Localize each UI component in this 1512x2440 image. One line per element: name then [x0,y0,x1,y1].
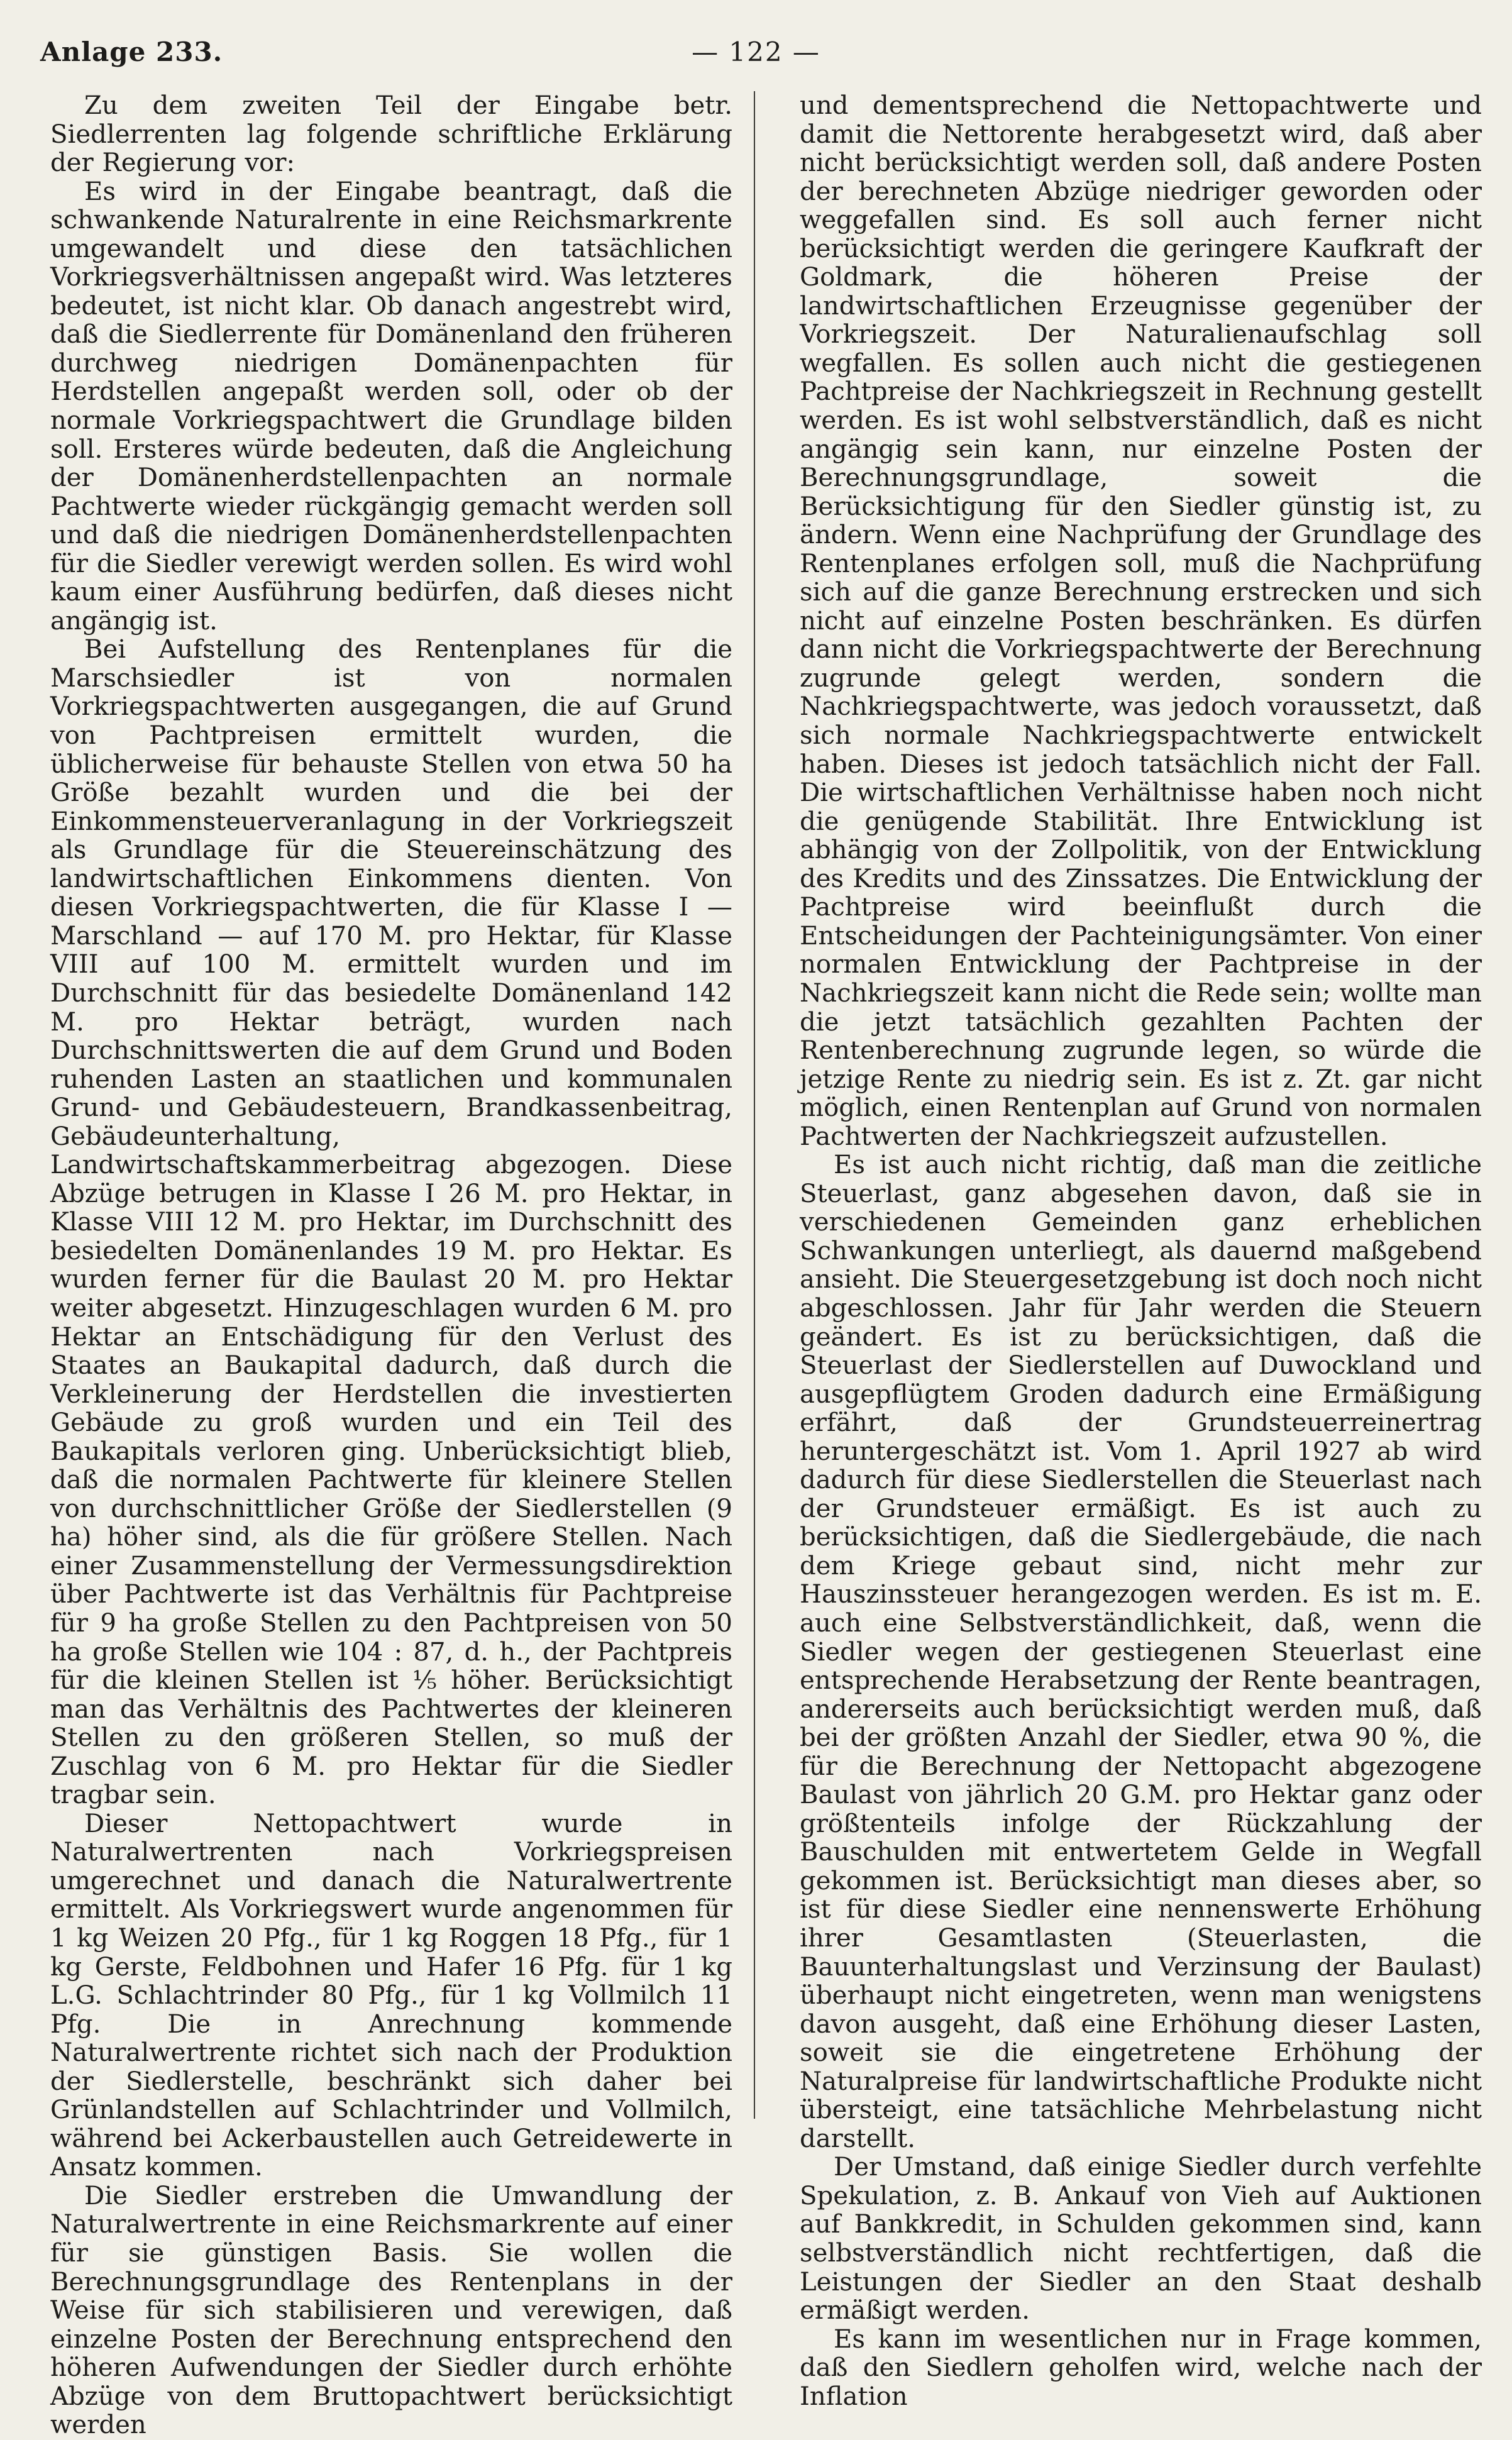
paragraph: Es kann im wesentlichen nur in Frage kommen, daß den Siedlern geholfen wird, welche nach der Inflation [800,2324,1482,2411]
paragraph: Es ist auch nicht richtig, daß man die zeitliche Steuerlast, ganz abgesehen davon, daß sie in verschiedenen Gemeinden ganz erheblichen Schwankungen unterliegt, als dauernd maßgebend ansieht. Die Steuergesetzgebung ist doch noch nicht abgeschlossen. Jahr für Jahr werden die Steuern geändert. Es ist zu berücksichtigen, daß die Steuerlast der Siedlerstellen auf Duwockland und ausgepflügtem Groden dadurch eine Ermäßigung erfährt, daß der Grundsteuerreinertrag heruntergeschätzt ist. Vom 1. April 1927 ab wird dadurch für diese Siedlerstellen die Steuerlast nach der Grundsteuer ermäßigt. Es ist auch zu berücksichtigen, daß die Siedlergebäude, die nach dem Kriege gebaut sind, nicht mehr zur Hauszinssteuer herangezogen werden. Es ist m. E. auch eine Selbstverständlichkeit, daß, wenn die Siedler wegen der gestiegenen Steuerlast eine entsprechende Herabsetzung der Rente beantragen, andererseits auch berücksichtigt werden muß, daß bei der größten Anzahl der Siedler, etwa 90 %, die für die Berechnung der Nettopacht abgezogene Baulast von jährlich 20 G.M. pro Hektar ganz oder größtenteils infolge der Rückzahlung der Bauschulden mit entwertetem Gelde in Wegfall gekommen ist. Berücksichtigt man dieses aber, so ist für diese Siedler eine nennenswerte Erhöhung ihrer Gesamtlasten (Steuerlasten, die Bauunterhaltungslast und Verzinsung der Baulast) überhaupt nicht eingetreten, wenn man wenigstens davon ausgeht, daß eine Erhöhung dieser Lasten, soweit sie die eingetretene Erhöhung der Naturalpreise für landwirtschaftliche Produkte nicht übersteigt, eine tatsächliche Mehrbelastung nicht darstellt. [800,1151,1482,2153]
left-column [50,92,732,2440]
page-number: — 122 — [692,36,820,67]
paragraph: Bei Aufstellung des Rentenplanes für die Marschsiedler ist von normalen Vorkriegspachtwerten ausgegangen, die auf Grund von Pachtpreisen ermittelt wurden, die üblicherweise für behauste Stellen von etwa 50 ha Größe bezahlt wurden und die bei der Einkommensteuerveranlagung in der Vorkriegszeit als Grundlage für die Steuereinschätzung des landwirtschaftlichen Einkommens dienten. Von diesen Vorkriegspachtwerten, die für Klasse I — Marschland — auf 170 M. pro Hektar, für Klasse VIII auf 100 M. ermittelt wurden und im Durchschnitt für das besiedelte Domänenland 142 M. pro Hektar beträgt, wurden nach Durchschnittswerten die auf dem Grund und Boden ruhenden Lasten an staatlichen und kommunalen Grund- und Gebäudesteuern, Brandkassenbeitrag, Gebäudeunterhaltung, Landwirtschaftskammerbeitrag abgezogen. Diese Abzüge betrugen in Klasse I 26 M. pro Hektar, in Klasse VIII 12 M. pro Hektar, im Durchschnitt des besiedelten Domänenlandes 19 M. pro Hektar. Es wurden ferner für die Baulast 20 M. pro Hektar weiter abgesetzt. Hinzugeschlagen wurden 6 M. pro Hektar an Entschädigung für den Verlust des Staates an Baukapital dadurch, daß durch die Verkleinerung der Herdstellen die investierten Gebäude zu groß wurden und ein Teil des Baukapitals verloren ging. Unberücksichtigt blieb, daß die normalen Pachtwerte für kleinere Stellen von durchschnittlicher Größe der Siedlerstellen (9 ha) höher sind, als die für größere Stellen. Nach einer Zusammenstellung der Vermessungsdirektion über Pachtwerte ist das Verhältnis für Pachtpreise für 9 ha große Stellen zu den Pachtpreisen von 50 ha große Stellen wie 104 : 87, d. h., der Pachtpreis für die kleinen Stellen ist ⅕ höher. Berücksichtigt man das Verhältnis des Pachtwertes der kleineren Stellen zu den größeren Stellen, so muß der Zuschlag von 6 M. pro Hektar für die Siedler tragbar sein. [50,635,732,1810]
paragraph: Der Umstand, daß einige Siedler durch verfehlte Spekulation, z. B. Ankauf von Vieh auf Auktionen auf Bankkredit, in Schulden gekommen sind, kann selbstverständlich nicht rechtfertigen, daß die Leistungen der Siedler an den Staat deshalb ermäßigt werden. [800,2153,1482,2326]
right-column [800,92,1482,2411]
annex-label: Anlage 233. [40,36,223,67]
page-header [40,25,1472,79]
paragraph: Die Siedler erstreben die Umwandlung der Naturalwertrente in eine Reichsmarkrente auf einer für sie günstigen Basis. Sie wollen die Berechnungsgrundlage des Rentenplans in der Weise für sich stabilisieren und verewigen, daß einzelne Posten der Berechnung entsprechend den höheren Aufwendungen der Siedler durch erhöhte Abzüge von dem Bruttopachtwert berücksichtigt werden [50,2181,732,2440]
column-divider [754,91,755,2119]
paragraph: und dementsprechend die Nettopachtwerte und damit die Nettorente herabgesetzt wird, daß aber nicht berücksichtigt werden soll, daß andere Posten der berechneten Abzüge niedriger geworden oder weggefallen sind. Es soll auch ferner nicht berücksichtigt werden die geringere Kaufkraft der Goldmark, die höheren Preise der landwirtschaftlichen Erzeugnisse gegenüber der Vorkriegszeit. Der Naturalienaufschlag soll wegfallen. Es sollen auch nicht die gestiegenen Pachtpreise der Nachkriegszeit in Rechnung gestellt werden. Es ist wohl selbstverständlich, daß es nicht angängig sein kann, nur einzelne Posten der Berechnungsgrundlage, soweit die Berücksichtigung für den Siedler günstig ist, zu ändern. Wenn eine Nachprüfung der Grundlage des Rentenplanes erfolgen soll, muß die Nachprüfung sich auf die ganze Berechnung erstrecken und sich nicht auf einzelne Posten beschränken. Es dürfen dann nicht die Vorkriegspachtwerte der Berechnung zugrunde gelegt werden, sondern die Nachkriegspachtwerte, was jedoch voraussetzt, daß sich normale Nachkriegspachtwerte entwickelt haben. Dieses ist jedoch tatsächlich nicht der Fall. Die wirtschaftlichen Verhältnisse haben noch nicht die genügende Stabilität. Ihre Entwicklung ist abhängig von der Zollpolitik, von der Entwicklung des Kredits und des Zinssatzes. Die Entwicklung der Pachtpreise wird beeinflußt durch die Entscheidungen der Pachteinigungsämter. Von einer normalen Entwicklung der Pachtpreise in der Nachkriegszeit kann nicht die Rede sein; wollte man die jetzt tatsächlich gezahlten Pachten der Rentenberechnung zugrunde legen, so würde die jetzige Rente zu niedrig sein. Es ist z. Zt. gar nicht möglich, einen Rentenplan auf Grund von normalen Pachtwerten der Nachkriegszeit aufzustellen. [800,91,1482,1151]
paragraph: Es wird in der Eingabe beantragt, daß die schwankende Naturalrente in eine Reichsmarkrente umgewandelt und diese den tatsächlichen Vorkriegsverhältnissen angepaßt wird. Was letzteres bedeutet, ist nicht klar. Ob danach angestrebt wird, daß die Siedlerrente für Domänenland den früheren durchweg niedrigen Domänenpachten für Herdstellen angepaßt werden soll, oder ob der normale Vorkriegspachtwert die Grundlage bilden soll. Ersteres würde bedeuten, daß die Angleichung der Domänenherdstellenpachten an normale Pachtwerte wieder rückgängig gemacht werden soll und daß die niedrigen Domänenherdstellenpachten für die Siedler verewigt werden sollen. Es wird wohl kaum einer Ausführung bedürfen, daß dieses nicht angängig ist. [50,177,732,636]
paragraph: Dieser Nettopachtwert wurde in Naturalwertrenten nach Vorkriegspreisen umgerechnet und danach die Naturalwertrente ermittelt. Als Vorkriegswert wurde angenommen für 1 kg Weizen 20 Pfg., für 1 kg Roggen 18 Pfg., für 1 kg Gerste, Feldbohnen und Hafer 16 Pfg. für 1 kg L.G. Schlachtrinder 80 Pfg., für 1 kg Vollmilch 11 Pfg. Die in Anrechnung kommende Naturalwertrente richtet sich nach der Produktion der Siedlerstelle, beschränkt sich daher bei Grünlandstellen auf Schlachtrinder und Vollmilch, während bei Ackerbaustellen auch Getreidewerte in Ansatz kommen. [50,1809,732,2182]
paragraph: Zu dem zweiten Teil der Eingabe betr. Siedlerrenten lag folgende schriftliche Erklärung der Regierung vor: [50,91,732,178]
